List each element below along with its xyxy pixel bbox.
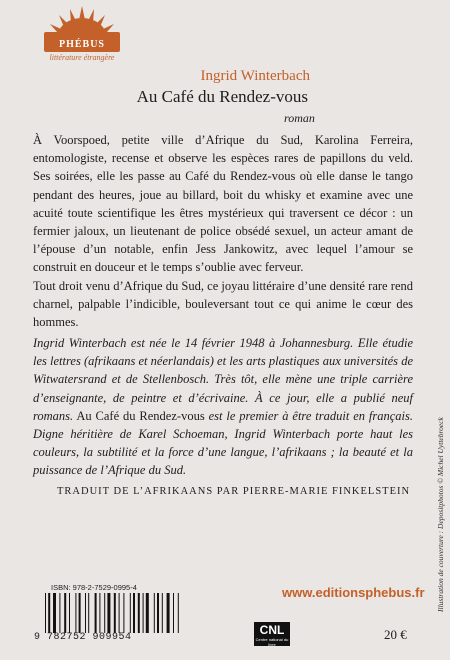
book-genre: roman <box>284 111 315 125</box>
cnl-logo <box>254 622 290 646</box>
summary-paragraph-1: À Voorspoed, petite ville d’Afrique du Sud, Karolina Ferreira, entomologiste, recense et observe les espèces rares de papillons du veld. Ses soirées, elle les passe au Café du Rendez-vous où elle danse le tango pendant des heures, joue au billard, boit du whisky et examine avec une acuité toute scientifique les êtres mystérieux qui traversent ce décor : un fermier jaloux, un lieutenant de police obsédé sexuel, un acteur amant de l’épouse d’un notable, enfin Jess Jankowitz, avec lequel l’amour se construit en douceur et le temps s’oublie avec ferveur. <box>33 133 413 275</box>
cnl-label: CNL <box>259 623 285 637</box>
barcode <box>45 593 185 633</box>
cover-credit: Illustration de couverture : Depositphotos © Michel Uyttebroeck <box>436 417 445 612</box>
publisher-collection: littérature étrangère <box>49 53 115 62</box>
author-bio <box>33 334 413 480</box>
barcode-digits: 9 782752 909954 <box>34 632 132 643</box>
publisher-website: www.editionsphebus.fr <box>282 585 425 600</box>
translator-credit: TRADUIT DE L’AFRIKAANS PAR PIERRE-MARIE FINKELSTEIN <box>57 486 411 497</box>
isbn: ISBN: 978-2-7529-0995-4 <box>51 583 137 592</box>
publisher-name: PHÉBUS <box>58 39 105 50</box>
author-bio-part-2: est le premier à être traduit en français. Digne héritière de Karel Schoeman, Ingrid Winterbach porte haut les couleurs, la subtilité et la force d’une langue, l’afrikaans ; la beauté et la puissance de l’Afrique du Sud. <box>33 408 413 478</box>
author-bio-title-reference: Au Café du Rendez-vous <box>76 408 205 423</box>
author-bio-paragraph <box>33 334 413 480</box>
summary-paragraph-2: Tout droit venu d’Afrique du Sud, ce joyau littéraire d’une densité rare rend charnel, palpable l’indicible, bouleversant tout ce qui anime le cœur des hommes. <box>33 278 413 330</box>
author-name: Ingrid Winterbach <box>200 68 310 84</box>
book-title: Au Café du Rendez-vous <box>136 87 308 106</box>
price: 20 € <box>384 627 407 642</box>
summary <box>33 131 413 331</box>
author-bio-part-1: Ingrid Winterbach est née le 14 février 1948 à Johannesburg. Elle étudie les lettres (afrikaans et néerlandais) et les arts plastiques aux universités de Witwatersrand et de Stellenbosch. Très tôt, elle mène une triple carrière d’enseignante, de peintre et d’écrivaine. À ce jour, elle a publié neuf romans. <box>33 336 413 423</box>
cnl-subtitle: Centre national du livre <box>255 637 289 647</box>
publisher-logo <box>42 6 122 64</box>
